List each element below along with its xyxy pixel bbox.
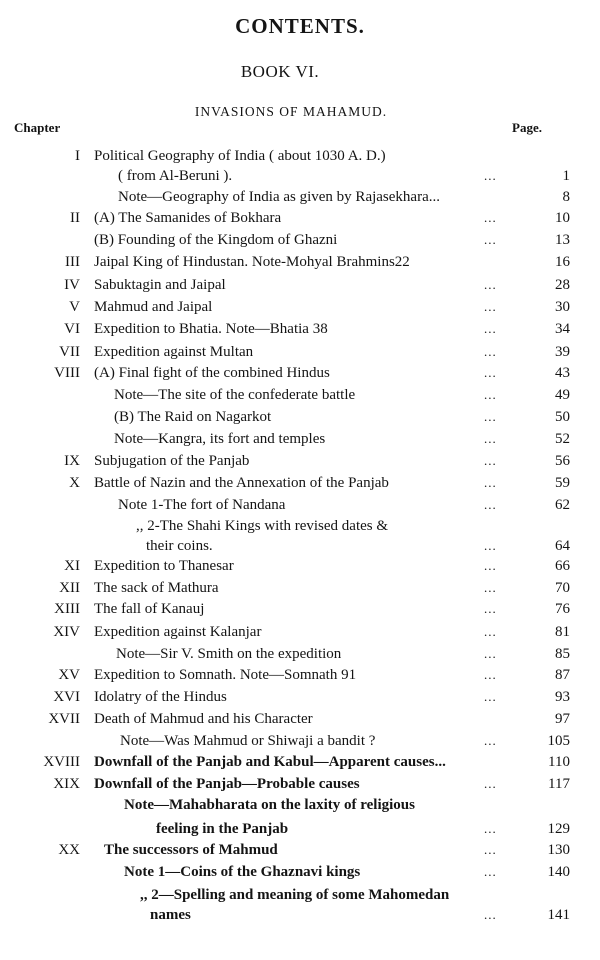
page-number: 117 [548,776,570,792]
entry-title: Expedition against Kalanjar [94,624,262,640]
leader-dots: ... [484,299,497,314]
leader-dots: ... [484,409,497,424]
chapter-number: II [70,210,80,226]
leader-dots: ... [484,431,497,446]
entry-title: Note—Kangra, its fort and temples [114,431,326,447]
entry-title: feeling in the Panjab [156,821,289,837]
entry-title: Note—The site of the confederate battle [114,387,356,403]
leader-dots: ... [484,538,497,553]
chapter-number: XII [59,580,80,596]
chapter-number: XIV [53,624,80,640]
entry-title: Sabuktagin and Jaipal [94,277,226,293]
entry-title: Note—Geography of India as given by Rajasekhara... [118,189,440,205]
page-number: 39 [555,344,570,360]
section-heading: INVASIONS OF MAHAMUD. [194,104,388,119]
leader-dots: ... [484,497,497,512]
page-number: 30 [555,299,570,315]
leader-dots: ... [484,821,497,836]
leader-dots: ... [484,733,497,748]
page-number: 81 [555,624,570,640]
entry-title: The successors of Mahmud [104,842,278,858]
entry-title: Expedition to Thanesar [94,558,234,574]
chapter-number: XVI [53,689,80,705]
leader-dots: ... [484,475,497,490]
entry-title: Expedition to Bhatia. Note—Bhatia 38 [94,321,328,337]
entry-title: (B) The Raid on Nagarkot [114,409,272,425]
entry-title: (B) Founding of the Kingdom of Ghazni [94,232,338,248]
chapter-number: IV [64,277,80,293]
page-number: 43 [555,365,570,381]
leader-dots: ... [484,365,497,380]
page-number: 13 [555,232,570,248]
chapter-number: XVII [48,711,80,727]
page-number: 49 [555,387,570,403]
entry-title: Downfall of the Panjab—Probable causes [94,776,360,792]
leader-dots: ... [484,601,497,616]
entry-title: names [150,907,191,923]
page-number: 129 [547,821,570,837]
leader-dots: ... [484,864,497,879]
page-number: 110 [548,754,570,770]
entry-title: Battle of Nazin and the Annexation of the Panjab [94,475,389,491]
chapter-number: XV [58,667,80,683]
page-number: 28 [555,277,570,293]
leader-dots: ... [484,907,497,922]
page-number: 66 [555,558,570,574]
leader-dots: ... [484,321,497,336]
entry-title: The fall of Kanauj [94,601,205,617]
leader-dots: ... [484,646,497,661]
entry-title: ,, 2-The Shahi Kings with revised dates & [136,518,389,534]
page-number: 97 [555,711,570,727]
page-number: 70 [555,580,570,596]
page-number: 93 [555,689,570,705]
page-number: 105 [547,733,570,749]
entry-title: Note—Sir V. Smith on the expedition [116,646,342,662]
page-number: 140 [547,864,570,880]
page-number: 50 [555,409,570,425]
leader-dots: ... [484,842,497,857]
entry-title: The sack of Mathura [94,580,219,596]
chapter-number: XIII [54,601,80,617]
entry-title: ,, 2—Spelling and meaning of some Mahomedan [140,887,450,903]
chapter-number: VI [64,321,80,337]
entry-title: ( from Al-Beruni ). [118,168,233,184]
page-number: 59 [555,475,570,491]
leader-dots: ... [484,232,497,247]
page-number: 76 [555,601,570,617]
chapter-number: III [65,254,80,270]
page-number: 34 [555,321,570,337]
entry-title: Mahmud and Jaipal [94,299,213,315]
leader-dots: ... [484,776,497,791]
leader-dots: ... [484,689,497,704]
entry-title: Downfall of the Panjab and Kabul—Apparent causes... [94,754,446,770]
chapter-number: XI [64,558,80,574]
chapter-number: VII [59,344,80,360]
entry-title: (A) Final fight of the combined Hindus [94,365,330,381]
page-number: 64 [555,538,570,554]
leader-dots: ... [484,580,497,595]
entry-title: Note 1—Coins of the Ghaznavi kings [124,864,361,880]
leader-dots: ... [484,624,497,639]
page-number: 62 [555,497,570,513]
leader-dots: ... [484,387,497,402]
entry-title: Jaipal King of Hindustan. Note-Mohyal Brahmins22 [94,254,410,270]
entry-title: their coins. [146,538,213,554]
leader-dots: ... [484,667,497,682]
entry-title: Death of Mahmud and his Character [94,711,313,727]
page-number: 141 [547,907,570,923]
chapter-number: X [69,475,80,491]
chapter-number: XIX [53,776,80,792]
book-heading: BOOK VI. [240,62,320,81]
entry-title: Subjugation of the Panjab [94,453,250,469]
page-title: CONTENTS. [235,14,365,38]
chapter-number: XVIII [43,754,80,770]
entry-title: Idolatry of the Hindus [94,689,227,705]
entry-title: Note 1-The fort of Nandana [118,497,286,513]
page-number: 16 [555,254,570,270]
leader-dots: ... [484,558,497,573]
page-number: 52 [555,431,570,447]
page-column-header: Page. [512,120,542,135]
page-number: 56 [555,453,570,469]
chapter-number: V [69,299,80,315]
chapter-number: VIII [54,365,80,381]
page-number: 85 [555,646,570,662]
page-number: 10 [555,210,570,226]
entry-title: (A) The Samanides of Bokhara [94,210,282,226]
chapter-number: I [75,148,80,164]
page-number: 87 [555,667,570,683]
entry-title: Note—Mahabharata on the laxity of religious [124,797,415,813]
leader-dots: ... [484,277,497,292]
leader-dots: ... [484,453,497,468]
leader-dots: ... [484,344,497,359]
chapter-number: IX [64,453,80,469]
page-number: 1 [562,168,570,184]
page-number: 8 [562,189,570,205]
page-number: 130 [547,842,570,858]
chapter-column-header: Chapter [14,120,61,135]
leader-dots: ... [484,210,497,225]
entry-title: Expedition against Multan [94,344,254,360]
leader-dots: ... [484,168,497,183]
entry-title: Note—Was Mahmud or Shiwaji a bandit ? [120,733,376,749]
chapter-number: XX [58,842,80,858]
entry-title: Political Geography of India ( about 1030 A. D.) [94,148,386,164]
entry-title: Expedition to Somnath. Note—Somnath 91 [94,667,357,683]
